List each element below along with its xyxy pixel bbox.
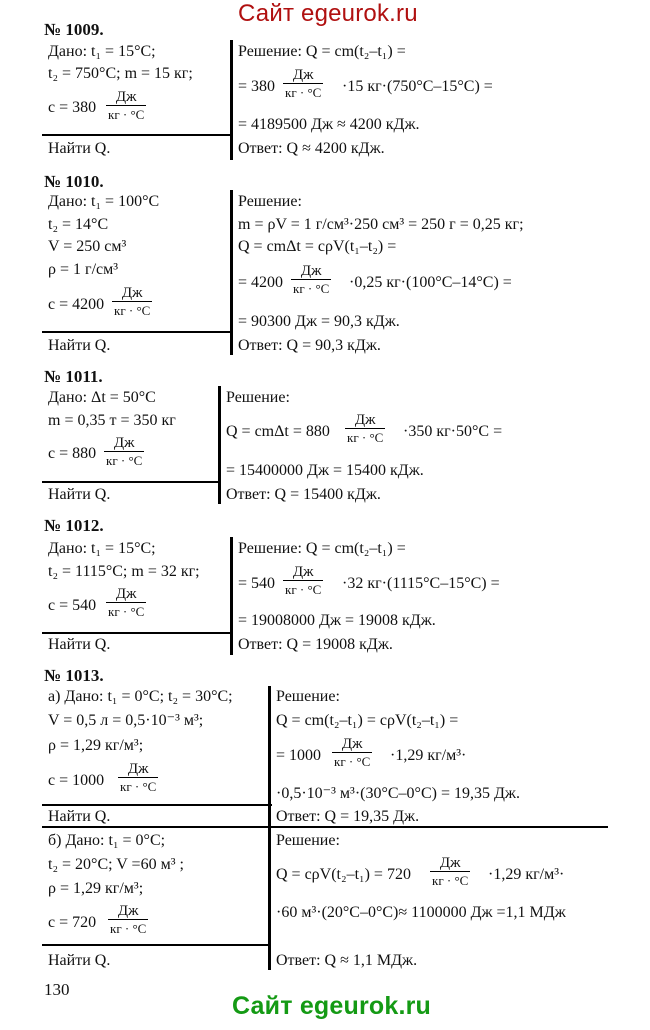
unit-numerator: Дж	[115, 586, 137, 602]
solution-line: = 4200	[238, 274, 284, 291]
unit-numerator: Дж	[292, 564, 314, 580]
divider-line	[218, 386, 221, 504]
unit-fraction	[283, 565, 323, 597]
solution-line: = 1000	[276, 747, 322, 764]
divider-line	[42, 331, 232, 333]
unit-denominator: кг · °C	[334, 754, 371, 769]
problem-number: № 1013.	[44, 666, 104, 685]
unit-denominator: кг · °C	[293, 281, 330, 296]
unit-numerator: Дж	[292, 67, 314, 83]
given-line: c = 720	[48, 914, 97, 931]
solution-line: = 15400000 Дж = 15400 кДж.	[226, 462, 424, 479]
find-line: Найти Q.	[48, 952, 111, 969]
solution-line: Ответ: Q = 15400 кДж.	[226, 486, 381, 503]
unit-numerator: Дж	[300, 263, 322, 279]
solution-line: ·350 кг·50°C =	[403, 423, 503, 440]
unit-fraction	[106, 90, 146, 122]
divider-line	[230, 190, 233, 355]
solution-line: m = ρV = 1 г/см³·250 см³ = 250 г = 0,25 кг;	[238, 216, 524, 233]
given-line: V = 0,5 л = 0,5·10⁻³ м³;	[48, 712, 204, 729]
unit-denominator: кг · °C	[114, 303, 151, 318]
given-line: m = 0,35 т = 350 кг	[48, 412, 176, 429]
divider-line	[42, 134, 232, 136]
unit-fraction	[283, 68, 323, 100]
given-line: V = 250 см³	[48, 238, 127, 255]
given-line: t₂ = 20°C; V =60 м³ ;	[48, 856, 184, 873]
given-line: а) Дано: t₁ = 0°C; t₂ = 30°C;	[48, 688, 233, 705]
given-line: Дано: t₁ = 100°C	[48, 193, 160, 210]
unit-fraction	[112, 286, 152, 318]
unit-denominator: кг · °C	[110, 921, 147, 936]
problem-number: № 1012.	[44, 516, 104, 535]
unit-numerator: Дж	[115, 89, 137, 105]
unit-denominator: кг · °C	[108, 107, 145, 122]
unit-numerator: Дж	[117, 903, 139, 919]
solution-line: ·15 кг·(750°C–15°C) =	[342, 78, 493, 95]
solution-line: Решение: Q = cm(t₂–t₁) =	[238, 43, 406, 60]
given-line: t₂ = 750°C; m = 15 кг;	[48, 65, 193, 82]
given-line: c = 4200	[48, 296, 105, 313]
divider-line	[230, 40, 233, 160]
given-line: t₂ = 1115°C; m = 32 кг;	[48, 563, 200, 580]
find-line: Найти Q.	[48, 636, 111, 653]
given-line: ρ = 1,29 кг/м³;	[48, 880, 144, 897]
solution-line: Q = cmΔt = cρV(t₁–t₂) =	[238, 238, 397, 255]
unit-denominator: кг · °C	[432, 873, 469, 888]
unit-numerator: Дж	[121, 285, 143, 301]
solution-line: = 19008000 Дж = 19008 кДж.	[238, 612, 436, 629]
site-watermark-top: Сайт egeurok.ru	[238, 0, 418, 27]
unit-denominator: кг · °C	[120, 779, 157, 794]
given-line: c = 880	[48, 445, 97, 462]
given-line: Дано: t₁ = 15°C;	[48, 43, 156, 60]
solution-line: Решение:	[238, 193, 302, 210]
given-line: c = 540	[48, 597, 97, 614]
divider-line	[42, 804, 272, 806]
unit-denominator: кг · °C	[108, 604, 145, 619]
solution-line: = 4189500 Дж ≈ 4200 кДж.	[238, 116, 420, 133]
find-line: Найти Q.	[48, 140, 111, 157]
page-number: 130	[44, 980, 70, 999]
unit-denominator: кг · °C	[285, 582, 322, 597]
divider-line	[268, 686, 271, 970]
given-line: б) Дано: t₁ = 0°C;	[48, 832, 166, 849]
unit-fraction	[332, 737, 372, 769]
unit-fraction	[291, 264, 331, 296]
given-line: t₂ = 14°C	[48, 216, 109, 233]
unit-fraction	[345, 413, 385, 445]
divider-line	[42, 944, 270, 946]
find-line: Найти Q.	[48, 486, 111, 503]
given-line: ρ = 1 г/см³	[48, 261, 119, 278]
find-line: Найти Q.	[48, 808, 111, 825]
unit-numerator: Дж	[127, 761, 149, 777]
unit-numerator: Дж	[341, 736, 363, 752]
solution-line: ·32 кг·(1115°C–15°C) =	[342, 575, 500, 592]
unit-denominator: кг · °C	[106, 453, 143, 468]
solution-line: Решение: Q = cm(t₂–t₁) =	[238, 540, 406, 557]
divider-line	[230, 537, 233, 655]
unit-fraction	[118, 762, 158, 794]
find-line: Найти Q.	[48, 337, 111, 354]
problem-number: № 1009.	[44, 20, 104, 39]
solution-line: ·1,29 кг/м³·	[390, 747, 467, 764]
solution-line: ·1,29 кг/м³·	[488, 866, 565, 883]
solution-line: = 540	[238, 575, 276, 592]
site-watermark-bottom: Сайт egeurok.ru	[232, 992, 432, 1020]
given-line: Дано: Δt = 50°C	[48, 389, 156, 406]
solution-line: Q = cmΔt = 880	[226, 423, 330, 440]
solution-line: Q = cm(t₂–t₁) = cρV(t₂–t₁) =	[276, 712, 459, 729]
unit-numerator: Дж	[113, 435, 135, 451]
problem-number: № 1011.	[44, 367, 103, 386]
unit-numerator: Дж	[439, 855, 461, 871]
unit-numerator: Дж	[354, 412, 376, 428]
divider-line	[42, 826, 608, 828]
given-line: Дано: t₁ = 15°C;	[48, 540, 156, 557]
given-line: ρ = 1,29 кг/м³;	[48, 737, 144, 754]
given-line: c = 1000	[48, 772, 105, 789]
solution-line: Решение:	[276, 688, 340, 705]
divider-line	[42, 481, 220, 483]
solution-line: = 90300 Дж = 90,3 кДж.	[238, 313, 400, 330]
unit-denominator: кг · °C	[285, 85, 322, 100]
solution-line: ·0,25 кг·(100°C–14°C) =	[349, 274, 512, 291]
problem-number: № 1010.	[44, 172, 104, 191]
solution-line: Ответ: Q = 90,3 кДж.	[238, 337, 381, 354]
unit-fraction	[108, 904, 148, 936]
unit-denominator: кг · °C	[347, 430, 384, 445]
unit-fraction	[430, 856, 470, 888]
given-line: c = 380	[48, 99, 97, 116]
solution-line: = 380	[238, 78, 276, 95]
solution-line: Q = cρV(t₂–t₁) = 720	[276, 866, 411, 883]
unit-fraction	[104, 436, 144, 468]
divider-line	[42, 632, 232, 634]
solution-line: ·0,5·10⁻³ м³·(30°C–0°C) = 19,35 Дж.	[276, 785, 520, 802]
solution-line: Ответ: Q = 19008 кДж.	[238, 636, 393, 653]
solution-line: Ответ: Q ≈ 4200 кДж.	[238, 140, 385, 157]
solution-line: Ответ: Q ≈ 1,1 МДж.	[276, 952, 418, 969]
solution-line: Решение:	[276, 832, 340, 849]
solution-line: Решение:	[226, 389, 290, 406]
unit-fraction	[106, 587, 146, 619]
solution-line: Ответ: Q = 19,35 Дж.	[276, 808, 420, 825]
solution-line: ·60 м³·(20°C–0°C)≈ 1100000 Дж =1,1 МДж	[276, 904, 566, 921]
